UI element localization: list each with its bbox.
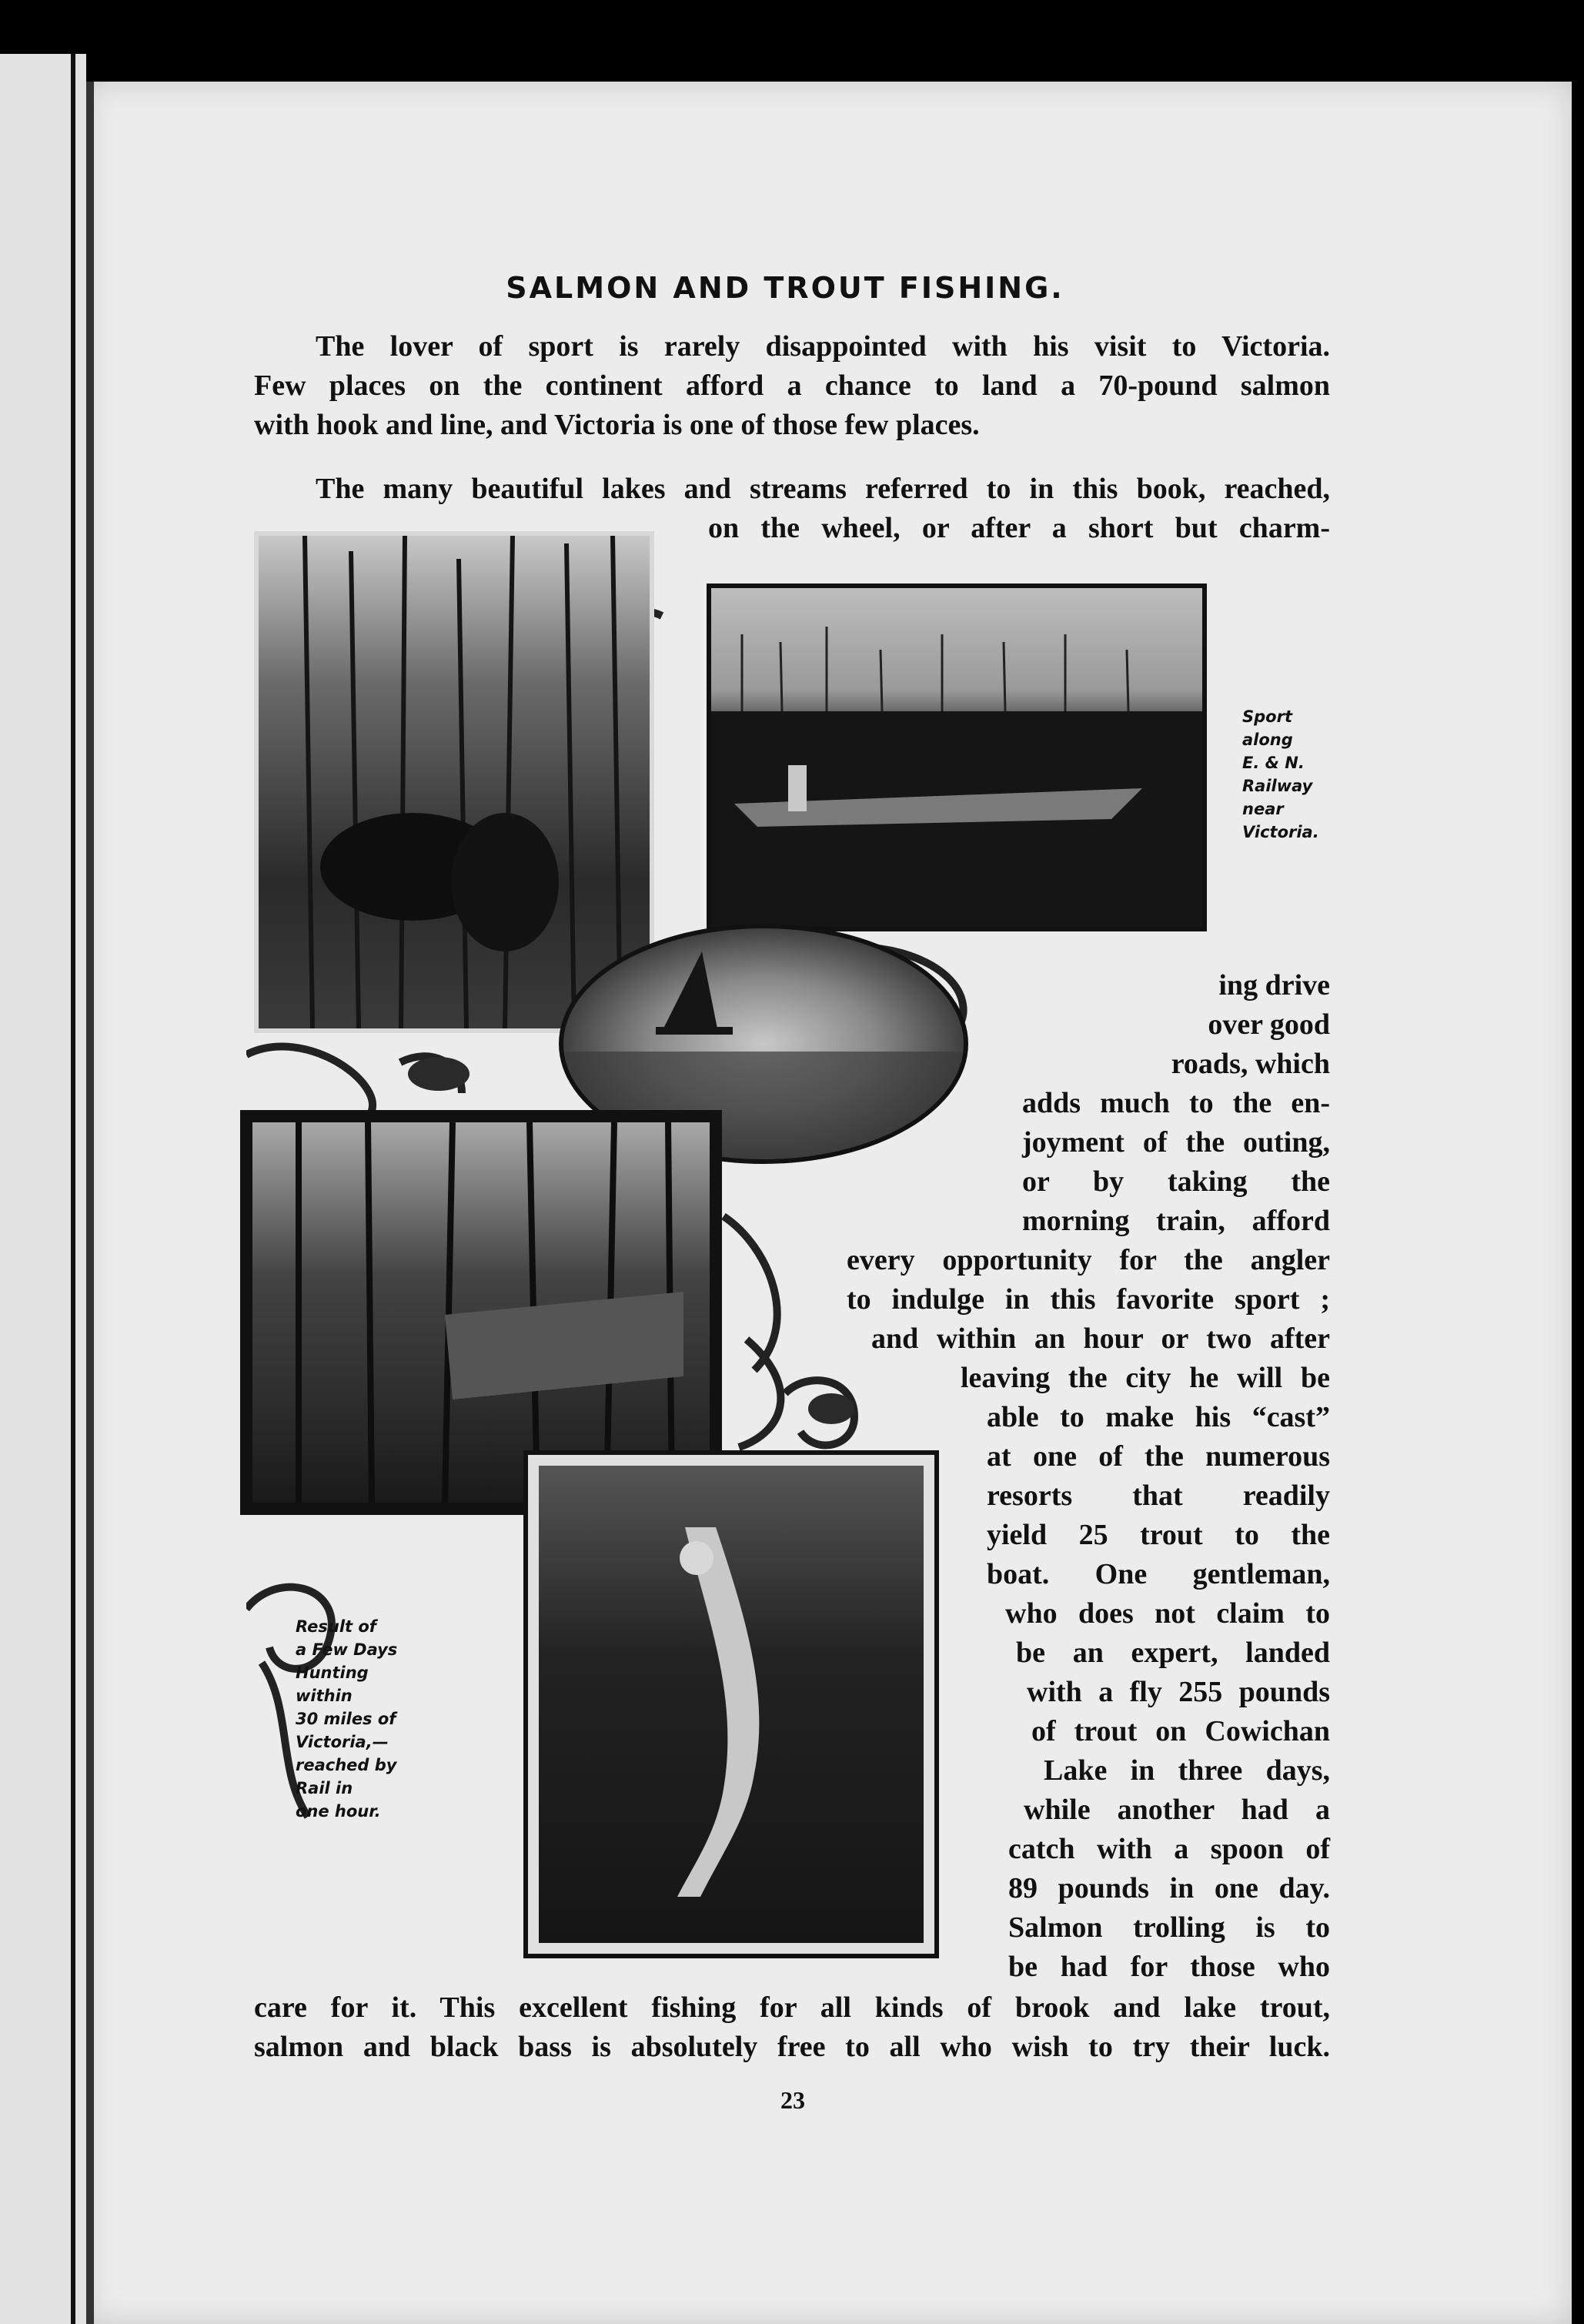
caption-line: along [1242,731,1293,749]
side-text-line: roads, which [1171,1048,1330,1080]
caption-line: Victoria,— [296,1733,389,1751]
text-line: on the wheel, or after a short but charm- [708,512,1330,544]
caption-line: Hunting [296,1664,369,1682]
caption-hunting-result [296,1615,397,1823]
text-line: The lover of sport is rarely disappointed with his visit to Victoria. [316,330,1330,363]
side-text-line: Lake in three days, [1044,1754,1330,1787]
caption-line: one hour. [296,1802,381,1821]
side-text-line: be had for those who [1008,1951,1330,1983]
caption-line: Result of [296,1617,376,1636]
side-text-line: 89 pounds in one day. [1008,1872,1330,1904]
side-text-line: every opportunity for the angler [847,1244,1330,1276]
text-line: with hook and line, and Victoria is one of those few places. [254,409,980,441]
side-text-line: joyment of the outing, [1022,1126,1330,1159]
side-text-line: and within an hour or two after [871,1323,1330,1355]
side-text-line: morning train, afford [1022,1205,1330,1237]
side-text-line: at one of the numerous [987,1440,1330,1473]
caption-line: Railway [1242,777,1313,795]
side-text-line: resorts that readily [987,1480,1330,1512]
side-text-line: be an expert, landed [1016,1637,1330,1669]
side-text-line: boat. One gentleman, [987,1558,1330,1590]
text-line: The many beautiful lakes and streams referred to in this book, reached, [316,473,1330,505]
photo-canoe-lake [707,584,1207,931]
side-text-line: catch with a spoon of [1008,1833,1330,1865]
caption-line: near [1242,800,1284,818]
page-number: 23 [780,2086,805,2114]
caption-line: 30 miles of [296,1710,396,1728]
caption-line: E. & N. [1242,754,1305,772]
text-line: Few places on the continent afford a chance to land a 70-pound salmon [254,369,1330,402]
spine-edge [71,54,75,2324]
side-text-line: who does not claim to [1005,1597,1330,1630]
paragraph-lakes-top [254,470,1330,509]
photo-hanging-deer [528,1455,934,1954]
side-text-line: to indulge in this favorite sport ; [847,1283,1330,1316]
side-text-line: of trout on Cowichan [1031,1715,1330,1747]
text-line: salmon and black bass is absolutely free to all who wish to try their luck. [254,2031,1330,2063]
caption-line: within [296,1687,353,1705]
photo-forest-hunters [254,531,654,1033]
paragraph-intro [254,327,1330,445]
side-text-line: with a fly 255 pounds [1027,1676,1330,1708]
caption-line: reached by [296,1756,397,1774]
caption-line: Rail in [296,1779,353,1797]
side-text-line: Salmon trolling is to [1008,1911,1330,1944]
side-text-line: adds much to the en- [1022,1087,1330,1119]
paragraph-lakes-bottom [254,1988,1330,2067]
side-text-line: over good [1208,1008,1330,1041]
caption-line: Victoria. [1242,823,1319,841]
side-text-line: able to make his “cast” [987,1401,1330,1433]
page-gutter [86,82,94,2324]
caption-line: a Few Days [296,1640,398,1659]
side-text-line: while another had a [1024,1794,1330,1826]
side-text-line: ing drive [1218,969,1330,1001]
side-text-line: yield 25 trout to the [987,1519,1330,1551]
paragraph-lakes-top-2 [708,509,1330,548]
side-text-line: or by taking the [1022,1165,1330,1198]
text-line: care for it. This excellent fishing for all kinds of brook and lake trout, [254,1991,1330,2024]
caption-line: Sport [1242,707,1292,726]
caption-sport-along-railway [1242,705,1319,844]
side-text-line: leaving the city he will be [961,1362,1330,1394]
page-title: SALMON AND TROUT FISHING. [506,271,1064,305]
